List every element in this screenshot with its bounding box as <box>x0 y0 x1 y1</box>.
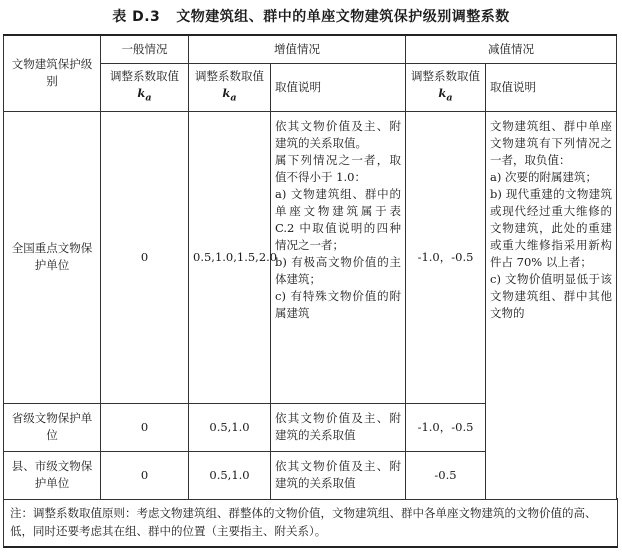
row-general: 0 <box>101 403 189 451</box>
row-decrease-value: -1.0，-0.5 <box>406 111 486 403</box>
header-increase <box>189 35 406 63</box>
desc-label: 取值说明 <box>490 79 536 94</box>
table-caption <box>0 6 622 26</box>
header-decrease <box>406 35 617 63</box>
header-level-text: 文物建筑保护级别 <box>11 57 93 89</box>
row-level: 省级文物保护单位 <box>4 403 101 451</box>
table-number: 表 D.3 <box>112 9 161 25</box>
header-general-coef <box>101 63 189 111</box>
decrease-desc: 文物建筑组、群中单座文物建筑有下列情况之一者，取负值： a) 次要的附属建筑； b) 现代重建的文物建筑或现代经过重大维修的文物建筑，此处的重建或重大维修指采用新构件占 70% 以上者； c) 文物价值明显低于该文物建筑组、群中其他文物的 <box>486 111 617 499</box>
row-increase-value: 0.5,1.0,1.5,2.0 <box>189 111 271 403</box>
coef-label: 调整系数取值 <box>110 68 179 83</box>
row-increase-desc: 依其文物价值及主、附建筑的关系取值。 属下列情况之一者，取值不得小于 1.0： a) 文物建筑组、群中的单座文物建筑属于表 C.2 中取值说明的四种情况之一者； b) 有极高文物价值的主体建筑； c) 有特殊文物价值的附属建筑 <box>271 111 406 403</box>
table-note <box>3 498 618 548</box>
note-text: 注：调整系数取值原则：考虑文物建筑组、群整体的文物价值，文物建筑组、群中各单座文物建筑的文物价值的高、低，同时还要考虑其在组、群中的位置（主要指主、附关系）。 <box>10 506 597 538</box>
header-decrease-text: 减值情况 <box>488 41 534 56</box>
table-title: 文物建筑组、群中的单座文物建筑保护级别调整系数 <box>176 9 510 25</box>
row-level: 全国重点文物保护单位 <box>4 111 101 403</box>
row-increase-value: 0.5,1.0 <box>189 451 271 499</box>
row-increase-desc: 依其文物价值及主、附建筑的关系取值 <box>271 403 406 451</box>
header-general <box>101 35 189 63</box>
header-increase-desc <box>271 63 406 111</box>
coef-symbol: $k_a$ <box>137 85 152 104</box>
table-row <box>4 111 617 403</box>
coef-label: 调整系数取值 <box>195 68 264 83</box>
row-level: 县、市级文物保护单位 <box>4 451 101 499</box>
desc-label: 取值说明 <box>275 79 321 94</box>
row-decrease-value: -0.5 <box>406 451 486 499</box>
header-level <box>4 35 101 111</box>
header-increase-text: 增值情况 <box>274 41 320 56</box>
header-decrease-desc <box>486 63 617 111</box>
header-general-text: 一般情况 <box>121 41 168 56</box>
coefficient-table <box>3 34 617 500</box>
row-decrease-value: -1.0，-0.5 <box>406 403 486 451</box>
coef-symbol: $k_a$ <box>222 85 237 104</box>
row-general: 0 <box>101 111 189 403</box>
header-decrease-coef <box>406 63 486 111</box>
coef-symbol: $k_a$ <box>438 85 453 104</box>
header-increase-coef <box>189 63 271 111</box>
row-increase-value: 0.5,1.0 <box>189 403 271 451</box>
coef-label: 调整系数取值 <box>411 68 480 83</box>
row-increase-desc: 依其文物价值及主、附建筑的关系取值 <box>271 451 406 499</box>
row-general: 0 <box>101 451 189 499</box>
